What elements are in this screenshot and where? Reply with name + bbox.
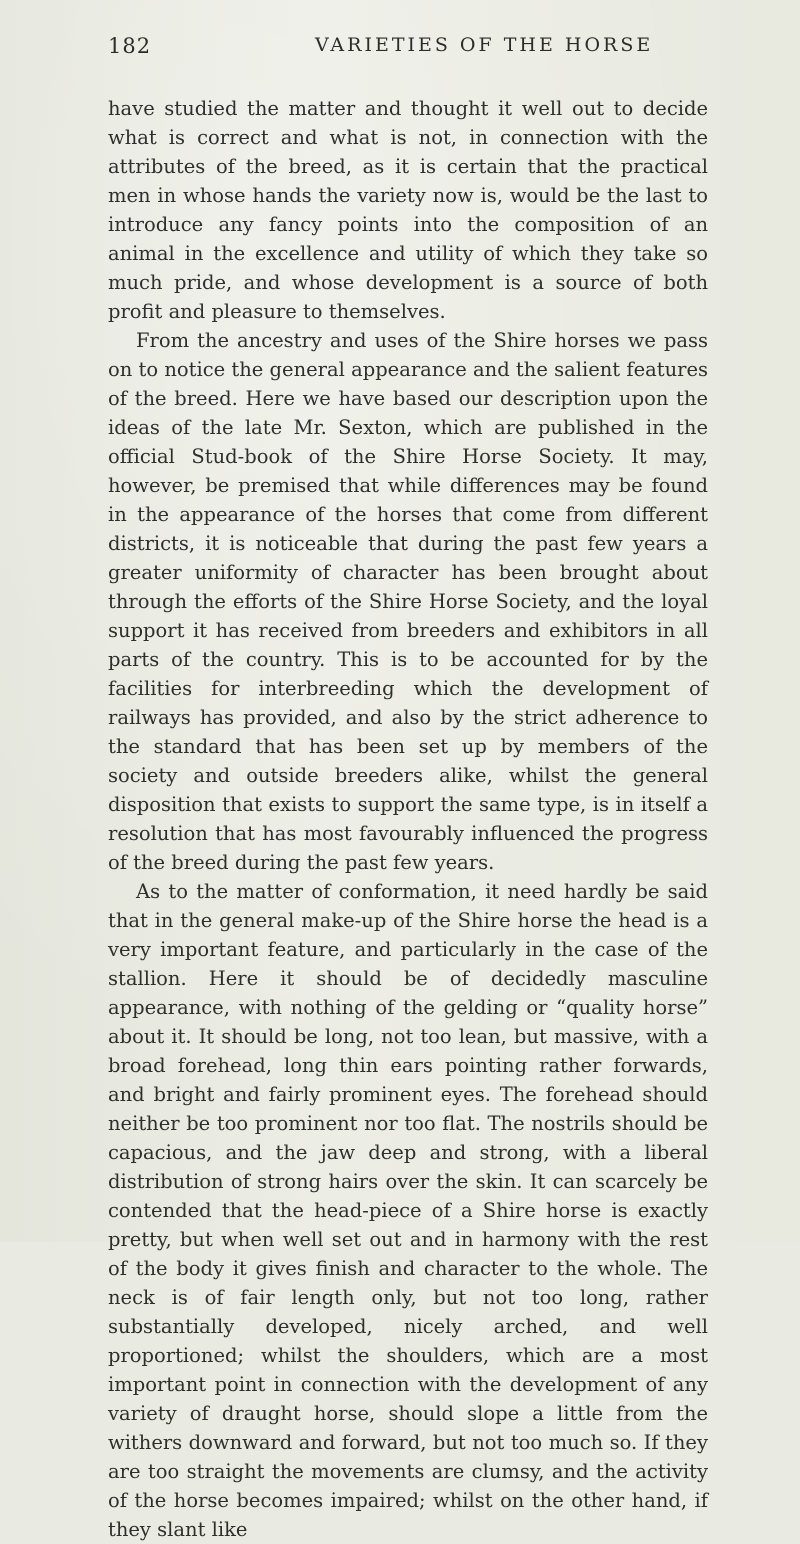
page-number: 182 (108, 34, 152, 58)
running-title: VARIETIES OF THE HORSE (315, 34, 654, 56)
body-text (108, 94, 708, 1544)
paragraph-continuation: have studied the matter and thought it well out to decide what is correct and what is not, in connection with the attributes of the breed, as it is certain that the practical men in whose hands the variety now is, would be the last to introduce any fancy points into the composition of an animal in the excellence and utility of which they take so much pride, and whose development is a source of both profit and pleasure to themselves. (108, 97, 708, 323)
paragraph-conformation: As to the matter of conformation, it need hardly be said that in the general make-up of the Shire horse the head is a very important feature, and particularly in the case of the stallion. Here it should be of decidedly masculine appearance, with nothing of the gelding or “quality horse” about it. It should be long, not too lean, but massive, with a broad forehead, long thin ears pointing rather forwards, and bright and fairly prominent eyes. The forehead should neither be too prominent nor too flat. The nostrils should be capacious, and the jaw deep and strong, with a liberal distribution of strong hairs over the skin. It can scarcely be contended that the head-piece of a Shire horse is exactly pretty, but when well set out and in harmony with the rest of the body it gives finish and character to the whole. The neck is of fair length only, but not too long, rather substantially developed, nicely arched, and well proportioned; whilst the shoulders, which are a most important point in connection with the development of any variety of draught horse, should slope a little from the withers downward and forward, but not too much so. If they are too straight the movements are clumsy, and the activity of the horse becomes impaired; whilst on the other hand, if they slant like (108, 880, 708, 1541)
running-header (108, 34, 710, 62)
paragraph-appearance: From the ancestry and uses of the Shire horses we pass on to notice the general appearance and the salient features of the breed. Here we have based our description upon the ideas of the late Mr. Sexton, which are published in the official Stud-book of the Shire Horse Society. It may, however, be premised that while differences may be found in the appearance of the horses that come from different districts, it is noticeable that during the past few years a greater uniformity of character has been brought about through the efforts of the Shire Horse Society, and the loyal support it has received from breeders and exhibitors in all parts of the country. This is to be accounted for by the facilities for interbreeding which the development of railways has provided, and also by the strict adherence to the standard that has been set up by members of the society and outside breeders alike, whilst the general disposition that exists to support the same type, is in itself a resolution that has most favourably influenced the progress of the breed during the past few years. (108, 329, 708, 874)
